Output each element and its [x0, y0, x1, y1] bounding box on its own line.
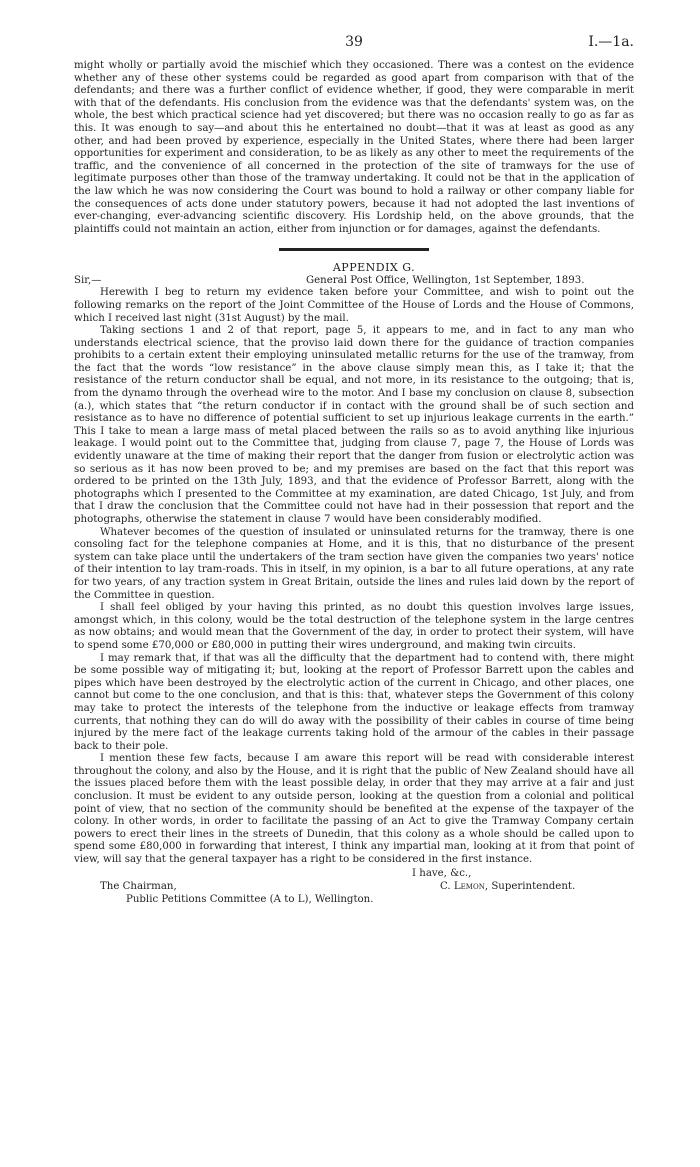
- continuation-paragraph: might wholly or partially avoid the mischief which they occasioned. There was a contest on the evidence whether any of these other systems could be regarded as good apart from comparison with that of the defendants; and there was a further conflict of evidence whether, if good, they were comparable in merit with that of the defendants. His conclusion from the evidence was that the defendants' system was, on the whole, the best which practical science had yet discovered; but there was no occasion really to go as far as this. It was enough to say—and about this he entertained no doubt—that it was at least as good as any other, and had been proved by experience, especially in the United States, where there had been larger opportunities for experiment and consideration, to be as likely as any other to meet the requirements of the traffic, and the convenience of all concerned in the protection of the site of tramways for the use of legitimate purposes other than those of the tramway undertaking. It could not be that in the application of the law which he was now considering the Court was bound to hold a railway or other company liable for the consequences of acts done under statutory powers, because it had not adopted the last inventions of ever-changing, ever-advancing scientific discovery. His Lordship held, on the above grounds, that the plaintiffs could not maintain an action, either from injunction or for damages, against the defendants.: [74, 60, 634, 235]
- letter-heading: [74, 274, 634, 287]
- salutation: Sir,—: [74, 275, 102, 287]
- letter-paragraph-3: Whatever becomes of the question of insulated or uninsulated returns for the tramway, there is one consoling fact for the telephone companies at Home, and it is this, that no disturbance of the present system can take place until the undertakers of the tram section have given the companies two years' notice of their intention to lay tram-roads. This in itself, in my opinion, is a bar to all future operations, at any rate for two years, of any traction system in Great Britain, outside the lines and rules laid down by the report of the Committee in question.: [74, 526, 634, 601]
- signature-name: C. Lemon,: [440, 880, 489, 892]
- appendix-title: APPENDIX G.: [332, 261, 416, 275]
- page-number: 39: [345, 34, 363, 50]
- dateline: General Post Office, Wellington, 1st September, 1893.: [306, 275, 585, 287]
- letter-paragraph-4: I shall feel obliged by your having this printed, as no doubt this question involves large issues, amongst which, in this colony, would be the total destruction of the telephone system in the large centres as now obtains; and would mean that the Government of the day, in order to protect their system, will have to spend some £70,000 or £80,000 in putting their wires underground, and making twin circuits.: [74, 602, 634, 651]
- closing-line: I have, &c.,: [412, 867, 472, 879]
- signature: [440, 880, 575, 893]
- committee-line: Public Petitions Committee (A to L), Wellington.: [126, 893, 374, 905]
- letter-signoff: [74, 867, 634, 919]
- addressee: The Chairman,: [100, 880, 177, 892]
- letter-paragraph-2: Taking sections 1 and 2 of that report, page 5, it appears to me, and in fact to any man who understands electrical science, that the proviso laid down there for the guidance of traction companies prohibits to a certain extent their employing uninsulated metallic returns for the use of the tramway, from the fact that the words “low resistance” in the above clause simply mean this, as I take it; that the resistance of the return conductor shall be equal, and not more, in its resistance to the outgoing; that is, from the dynamo through the overhead wire to the motor. And I base my conclusion on clause 8, subsection (a.), which states that “the return conductor if in contact with the ground shall be of such section and resistance as to have no difference of potential sufficient to set up injurious leakage currents in the earth.” This I take to mean a large mass of metal placed between the rails so as to avoid anything like injurious leakage. I would point out to the Committee that, judging from clause 7, page 7, the House of Lords was evidently unaware at the time of making their report that the danger from fusion or electrolytic action was so serious as it has now been proved to be; and my premises are based on the fact that this report was ordered to be printed on the 13th July, 1893, and that the evidence of Professor Barrett, along with the photographs which I presented to the Committee at my examination, are dated Chicago, 1st July, and from that I draw the conclusion that the Committee could not have had in their possession that report and the photographs, otherwise the statement in clause 7 would have been considerably modified.: [74, 325, 634, 525]
- letter-paragraph-6: I mention these few facts, because I am aware this report will be read with considerable interest throughout the colony, and also by the House, and it is right that the public of New Zealand should have all the issues placed before them with the least possible delay, in order that they may arrive at a fair and just conclusion. It must be evident to any outside person, looking at the question from a colonial and political point of view, that no section of the community should be benefited at the expense of the taxpayer of the colony. In other words, in order to facilitate the passing of an Act to give the Tramway Company certain powers to erect their lines in the streets of Dunedin, that this colony as a whole should be called upon to spend some £80,000 in forwarding that interest, I think any impartial man, looking at it from that point of view, will say that the general taxpayer has a right to be considered in the first instance.: [74, 753, 634, 866]
- letter-paragraph-5: I may remark that, if that was all the difficulty that the department had to contend with, there might be some possible way of mitigating it; but, looking at the report of Professor Barrett upon the cables and pipes which have been destroyed by the electrolytic action of the current in Chicago, and other places, one cannot but come to the one conclusion, and that is this: that, whatever steps the Government of this colony may take to protect the interests of the telephone from the inductive or leakage effects from tramway currents, that nothing they can do will do away with the possibility of their cables in course of time being injured by the mere fact of the leakage currents taking hold of the armour of the cables in their passage back to their pole.: [74, 652, 634, 752]
- page-header: [74, 34, 634, 60]
- letter-paragraph-1: Herewith I beg to return my evidence taken before your Committee, and wish to point out the following remarks on the report of the Joint Committee of the House of Lords and the House of Commons, which I received last night (31st August) by the mail.: [74, 287, 634, 324]
- document-page: [74, 34, 634, 919]
- section-divider: [279, 248, 429, 251]
- document-reference: I.—1a.: [588, 34, 634, 50]
- signature-title: Superintendent.: [491, 880, 576, 892]
